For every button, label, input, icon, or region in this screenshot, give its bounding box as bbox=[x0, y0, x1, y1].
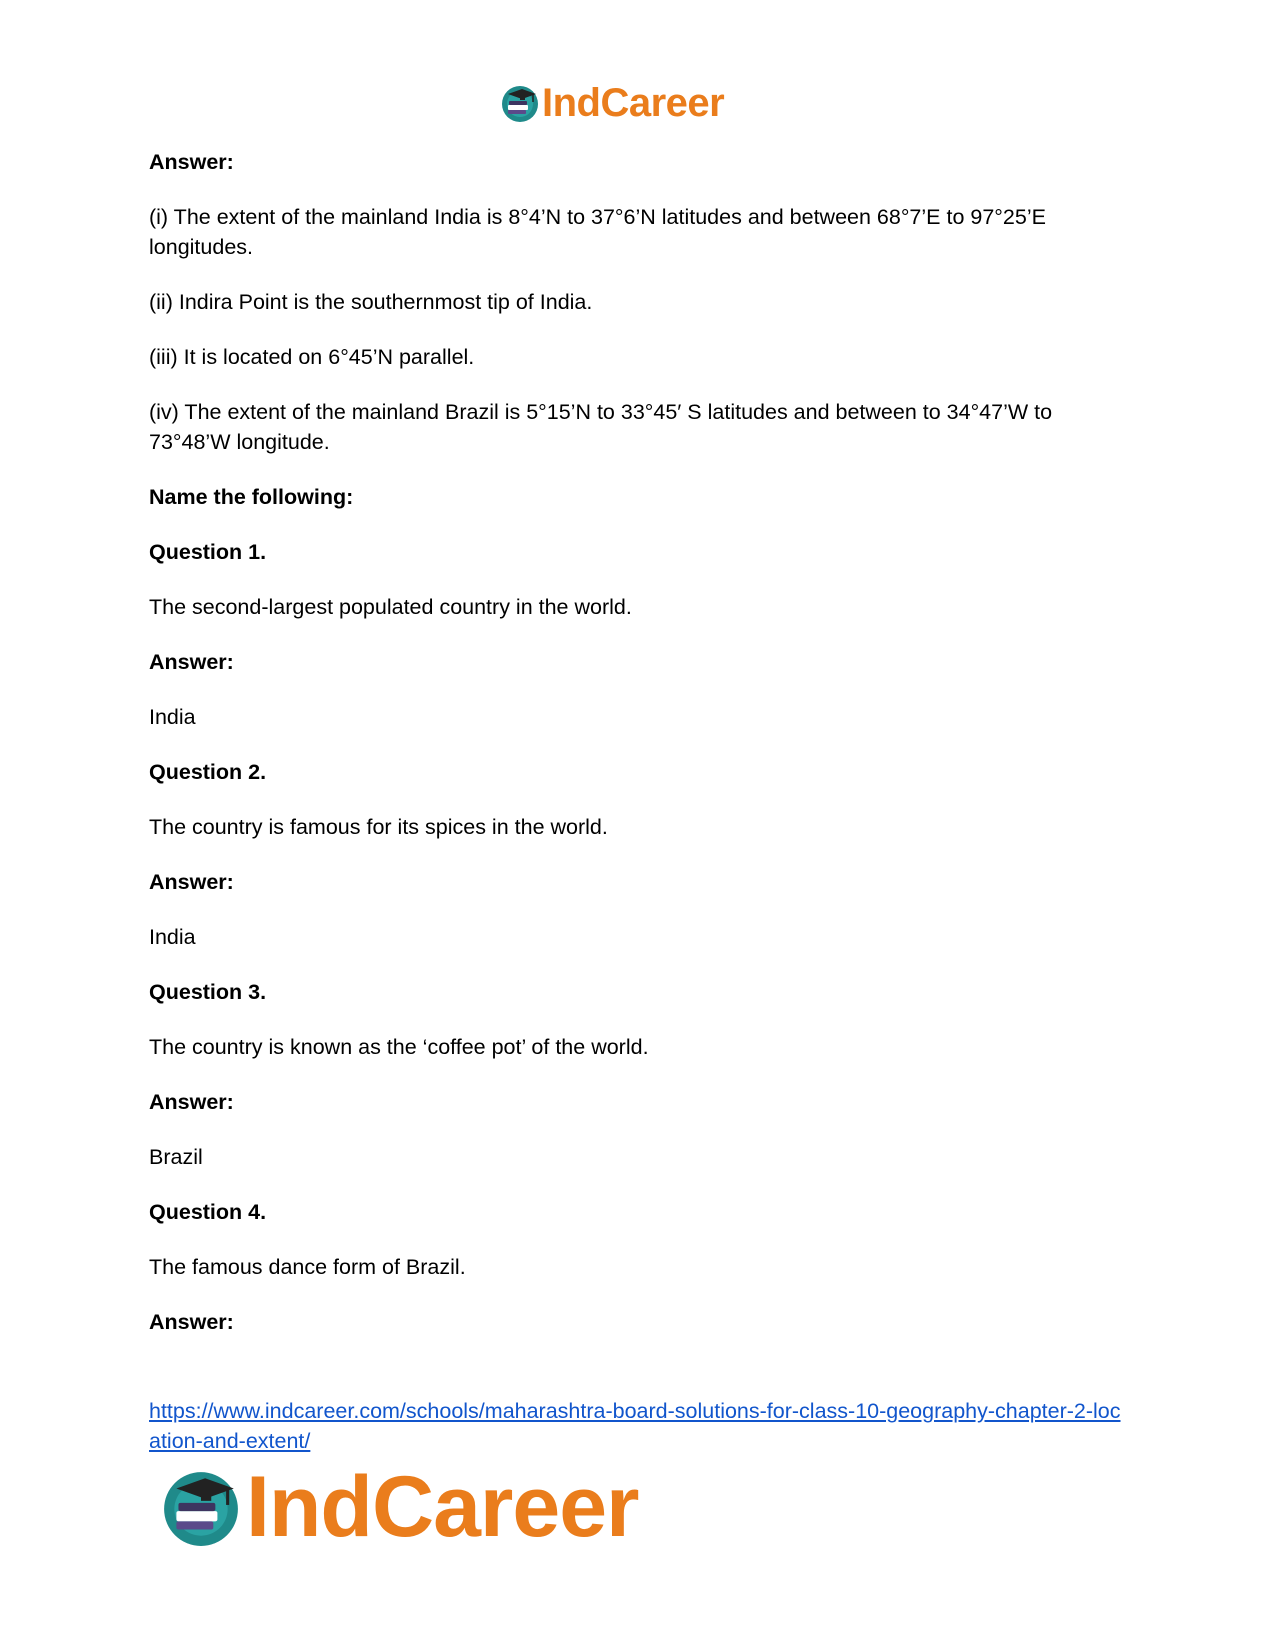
answer-item: (ii) Indira Point is the southernmost tip of India. bbox=[149, 290, 593, 314]
answer-label: Answer: bbox=[149, 650, 234, 674]
answer-text: India bbox=[149, 925, 196, 949]
answer-text: Brazil bbox=[149, 1145, 203, 1169]
brand-wordmark: IndCareer bbox=[542, 81, 725, 125]
question-label: Question 2. bbox=[149, 760, 267, 784]
graduation-book-icon bbox=[500, 83, 540, 123]
answer-heading: Answer: bbox=[149, 150, 234, 174]
document-body bbox=[149, 147, 1129, 1362]
question-label: Question 1. bbox=[149, 540, 267, 564]
answer-item: (i) The extent of the mainland India is 8°4’N to 37°6’N latitudes and between 68°7’E to 97°25’E longitudes. bbox=[149, 205, 1046, 259]
source-link[interactable]: https://www.indcareer.com/schools/maharashtra-board-solutions-for-class-10-geography-chapter-2-location-and-extent/ bbox=[149, 1399, 1121, 1453]
answer-label: Answer: bbox=[149, 1310, 234, 1334]
question-text: The country is famous for its spices in the world. bbox=[149, 815, 608, 839]
question-text: The country is known as the ‘coffee pot’ of the world. bbox=[149, 1035, 649, 1059]
answer-text: India bbox=[149, 705, 196, 729]
brand-wordmark: IndCareer bbox=[246, 1459, 639, 1555]
section-heading: Name the following: bbox=[149, 485, 354, 509]
question-text: The famous dance form of Brazil. bbox=[149, 1255, 466, 1279]
question-text: The second-largest populated country in the world. bbox=[149, 595, 632, 619]
answer-label: Answer: bbox=[149, 1090, 234, 1114]
answer-label: Answer: bbox=[149, 870, 234, 894]
footer-logo bbox=[160, 1459, 639, 1555]
source-link-container bbox=[149, 1396, 1129, 1456]
graduation-book-icon bbox=[160, 1466, 242, 1548]
answer-item: (iii) It is located on 6°45’N parallel. bbox=[149, 345, 475, 369]
question-label: Question 4. bbox=[149, 1200, 267, 1224]
question-label: Question 3. bbox=[149, 980, 267, 1004]
header-logo bbox=[500, 78, 724, 128]
answer-item: (iv) The extent of the mainland Brazil is 5°15’N to 33°45′ S latitudes and between to 34°47’W to 73°48’W longitude. bbox=[149, 400, 1053, 454]
